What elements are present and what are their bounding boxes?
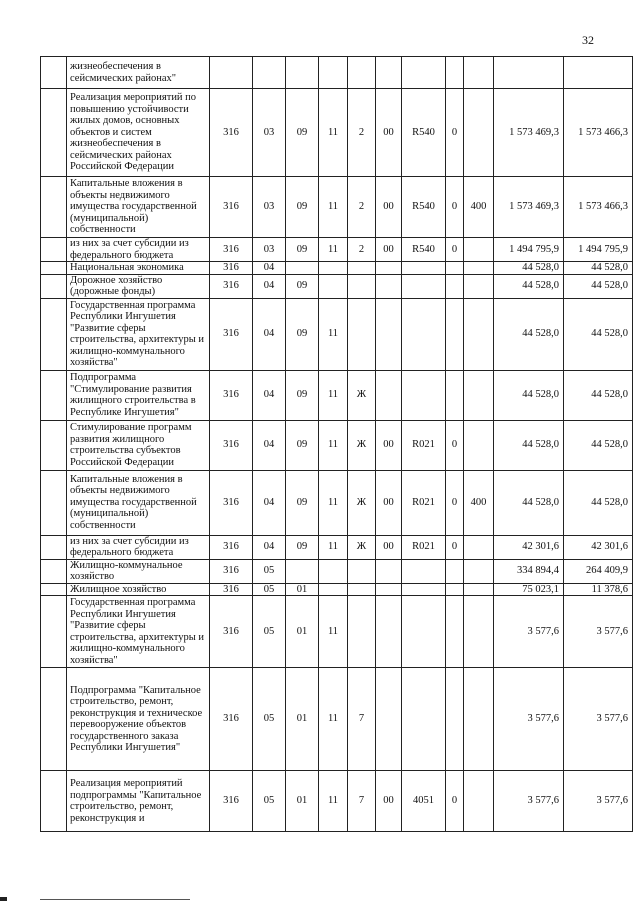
code-expense-type — [464, 420, 494, 470]
code-ministry: 316 — [210, 470, 253, 535]
code-section: 03 — [253, 238, 286, 262]
row-blank-cell — [41, 298, 67, 370]
table-row — [41, 420, 633, 470]
code-direction — [402, 274, 446, 298]
code-direction — [402, 668, 446, 771]
code-subprogram: 7 — [348, 668, 376, 771]
code-flag — [446, 596, 464, 668]
code-event — [376, 370, 402, 420]
code-expense-type — [464, 370, 494, 420]
code-section: 04 — [253, 370, 286, 420]
amount-2 — [564, 57, 633, 89]
row-blank-cell — [41, 559, 67, 583]
code-direction — [402, 370, 446, 420]
code-section: 04 — [253, 262, 286, 275]
row-blank-cell — [41, 771, 67, 832]
code-program — [319, 583, 348, 596]
code-subprogram — [348, 274, 376, 298]
row-blank-cell — [41, 177, 67, 238]
code-subprogram — [348, 298, 376, 370]
amount-2: 11 378,6 — [564, 583, 633, 596]
code-flag — [446, 559, 464, 583]
table-row — [41, 370, 633, 420]
amount-1: 3 577,6 — [494, 596, 564, 668]
code-ministry — [210, 57, 253, 89]
row-blank-cell — [41, 274, 67, 298]
amount-1: 3 577,6 — [494, 771, 564, 832]
code-subprogram: 2 — [348, 238, 376, 262]
code-event: 00 — [376, 177, 402, 238]
code-flag: 0 — [446, 177, 464, 238]
code-subsection: 09 — [286, 370, 319, 420]
amount-2: 44 528,0 — [564, 470, 633, 535]
row-blank-cell — [41, 583, 67, 596]
code-subprogram — [348, 559, 376, 583]
amount-1: 3 577,6 — [494, 668, 564, 771]
scan-mark — [0, 897, 7, 901]
code-flag: 0 — [446, 771, 464, 832]
row-name: из них за счет субсидии из федерального бюджета — [67, 238, 210, 262]
code-flag: 0 — [446, 89, 464, 177]
code-direction — [402, 596, 446, 668]
code-expense-type — [464, 535, 494, 559]
code-direction: R540 — [402, 177, 446, 238]
code-subprogram: 2 — [348, 89, 376, 177]
code-subprogram: Ж — [348, 470, 376, 535]
code-section: 05 — [253, 583, 286, 596]
code-program: 11 — [319, 771, 348, 832]
code-subsection: 09 — [286, 177, 319, 238]
code-direction — [402, 559, 446, 583]
code-section: 04 — [253, 274, 286, 298]
amount-2: 1 494 795,9 — [564, 238, 633, 262]
row-blank-cell — [41, 238, 67, 262]
code-expense-type — [464, 89, 494, 177]
row-blank-cell — [41, 57, 67, 89]
code-program: 11 — [319, 370, 348, 420]
row-name: жизнеобеспечения в сейсмических районах" — [67, 57, 210, 89]
code-event — [376, 668, 402, 771]
code-expense-type — [464, 583, 494, 596]
row-name: Реализация мероприятий подпрограммы "Капитальное строительство, ремонт, реконструкция и — [67, 771, 210, 832]
code-ministry: 316 — [210, 559, 253, 583]
page-number: 32 — [582, 33, 594, 47]
code-subsection — [286, 262, 319, 275]
code-direction: R021 — [402, 535, 446, 559]
amount-1: 44 528,0 — [494, 470, 564, 535]
amount-2: 44 528,0 — [564, 274, 633, 298]
code-ministry: 316 — [210, 668, 253, 771]
table-row — [41, 535, 633, 559]
code-ministry: 316 — [210, 298, 253, 370]
code-subprogram: 7 — [348, 771, 376, 832]
row-name: Жилищное хозяйство — [67, 583, 210, 596]
amount-2: 1 573 466,3 — [564, 89, 633, 177]
row-blank-cell — [41, 262, 67, 275]
code-subsection: 01 — [286, 668, 319, 771]
code-event: 00 — [376, 470, 402, 535]
code-subsection — [286, 57, 319, 89]
code-ministry: 316 — [210, 596, 253, 668]
code-direction — [402, 583, 446, 596]
row-name: Государственная программа Республики Ингушетия "Развитие сферы строительства, архитектуры и жилищно-коммунального хозяйства" — [67, 596, 210, 668]
code-direction: R540 — [402, 238, 446, 262]
code-section: 03 — [253, 177, 286, 238]
amount-1: 75 023,1 — [494, 583, 564, 596]
code-subprogram — [348, 57, 376, 89]
amount-1: 44 528,0 — [494, 274, 564, 298]
code-section: 05 — [253, 559, 286, 583]
table-row — [41, 470, 633, 535]
amount-2: 264 409,9 — [564, 559, 633, 583]
code-event — [376, 57, 402, 89]
scan-line — [40, 899, 190, 900]
code-subprogram: 2 — [348, 177, 376, 238]
code-section: 03 — [253, 89, 286, 177]
row-blank-cell — [41, 535, 67, 559]
code-program: 11 — [319, 298, 348, 370]
row-name: Стимулирование программ развития жилищного строительства субъектов Российской Федерации — [67, 420, 210, 470]
code-subsection: 09 — [286, 274, 319, 298]
code-flag — [446, 57, 464, 89]
code-program — [319, 262, 348, 275]
code-subsection: 09 — [286, 298, 319, 370]
amount-1: 44 528,0 — [494, 262, 564, 275]
amount-1 — [494, 57, 564, 89]
code-program — [319, 57, 348, 89]
code-direction: R021 — [402, 470, 446, 535]
table-row — [41, 298, 633, 370]
code-flag — [446, 274, 464, 298]
code-expense-type — [464, 57, 494, 89]
row-name: Национальная экономика — [67, 262, 210, 275]
amount-2: 44 528,0 — [564, 420, 633, 470]
code-event: 00 — [376, 238, 402, 262]
row-name: Подпрограмма "Капитальное строительство, ремонт, реконструкция и техническое перевооружение объектов государственного заказа Республики Ингушетия" — [67, 668, 210, 771]
code-expense-type: 400 — [464, 177, 494, 238]
code-event: 00 — [376, 771, 402, 832]
code-program: 11 — [319, 89, 348, 177]
code-subsection: 01 — [286, 596, 319, 668]
row-name: из них за счет субсидии из федерального бюджета — [67, 535, 210, 559]
code-expense-type — [464, 298, 494, 370]
code-direction — [402, 298, 446, 370]
amount-2: 42 301,6 — [564, 535, 633, 559]
row-name: Дорожное хозяйство (дорожные фонды) — [67, 274, 210, 298]
code-subsection: 09 — [286, 89, 319, 177]
code-subsection: 09 — [286, 238, 319, 262]
amount-2: 44 528,0 — [564, 262, 633, 275]
table-row — [41, 771, 633, 832]
amount-2: 1 573 466,3 — [564, 177, 633, 238]
code-program: 11 — [319, 238, 348, 262]
code-subprogram: Ж — [348, 370, 376, 420]
code-event: 00 — [376, 535, 402, 559]
code-section: 04 — [253, 470, 286, 535]
code-program: 11 — [319, 535, 348, 559]
table-row — [41, 89, 633, 177]
code-program — [319, 274, 348, 298]
code-flag — [446, 370, 464, 420]
code-subprogram: Ж — [348, 535, 376, 559]
code-section: 05 — [253, 771, 286, 832]
table-row — [41, 57, 633, 89]
code-subsection: 09 — [286, 470, 319, 535]
amount-1: 1 494 795,9 — [494, 238, 564, 262]
amount-2: 44 528,0 — [564, 298, 633, 370]
code-subsection: 01 — [286, 583, 319, 596]
row-name: Государственная программа Республики Ингушетия "Развитие сферы строительства, архитектуры и жилищно-коммунального хозяйства" — [67, 298, 210, 370]
amount-1: 44 528,0 — [494, 298, 564, 370]
table-row — [41, 238, 633, 262]
code-flag: 0 — [446, 238, 464, 262]
code-ministry: 316 — [210, 274, 253, 298]
code-subprogram — [348, 262, 376, 275]
code-ministry: 316 — [210, 583, 253, 596]
code-ministry: 316 — [210, 177, 253, 238]
code-flag — [446, 262, 464, 275]
code-expense-type — [464, 668, 494, 771]
code-expense-type — [464, 596, 494, 668]
code-event — [376, 583, 402, 596]
row-name: Капитальные вложения в объекты недвижимого имущества государственной (муниципальной) собственности — [67, 177, 210, 238]
code-event — [376, 262, 402, 275]
row-blank-cell — [41, 370, 67, 420]
amount-1: 1 573 469,3 — [494, 177, 564, 238]
amount-1: 1 573 469,3 — [494, 89, 564, 177]
code-program: 11 — [319, 177, 348, 238]
row-name: Капитальные вложения в объекты недвижимого имущества государственной (муниципальной) собственности — [67, 470, 210, 535]
code-subsection: 09 — [286, 420, 319, 470]
code-section: 05 — [253, 596, 286, 668]
row-blank-cell — [41, 420, 67, 470]
code-event — [376, 298, 402, 370]
code-flag — [446, 583, 464, 596]
code-flag: 0 — [446, 470, 464, 535]
row-blank-cell — [41, 668, 67, 771]
code-expense-type — [464, 559, 494, 583]
code-subprogram: Ж — [348, 420, 376, 470]
table-row — [41, 262, 633, 275]
row-name: Жилищно-коммунальное хозяйство — [67, 559, 210, 583]
code-section: 04 — [253, 535, 286, 559]
code-ministry: 316 — [210, 771, 253, 832]
code-subprogram — [348, 583, 376, 596]
amount-1: 42 301,6 — [494, 535, 564, 559]
code-direction — [402, 57, 446, 89]
code-expense-type — [464, 262, 494, 275]
code-event — [376, 274, 402, 298]
code-program: 11 — [319, 420, 348, 470]
code-event — [376, 559, 402, 583]
code-expense-type: 400 — [464, 470, 494, 535]
code-expense-type — [464, 238, 494, 262]
code-section: 05 — [253, 668, 286, 771]
code-direction: 4051 — [402, 771, 446, 832]
table-row — [41, 559, 633, 583]
code-event: 00 — [376, 89, 402, 177]
code-flag: 0 — [446, 420, 464, 470]
table-row — [41, 177, 633, 238]
code-direction — [402, 262, 446, 275]
code-ministry: 316 — [210, 535, 253, 559]
code-direction: R021 — [402, 420, 446, 470]
amount-1: 334 894,4 — [494, 559, 564, 583]
row-name: Реализация мероприятий по повышению устойчивости жилых домов, основных объектов и систем жизнеобеспечения в сейсмических районах Российской Федерации — [67, 89, 210, 177]
code-subsection: 09 — [286, 535, 319, 559]
table-row — [41, 596, 633, 668]
table-row — [41, 583, 633, 596]
amount-2: 3 577,6 — [564, 596, 633, 668]
code-flag — [446, 668, 464, 771]
row-blank-cell — [41, 89, 67, 177]
budget-table — [40, 56, 633, 832]
amount-1: 44 528,0 — [494, 370, 564, 420]
code-direction: R540 — [402, 89, 446, 177]
code-ministry: 316 — [210, 420, 253, 470]
code-program: 11 — [319, 668, 348, 771]
code-event — [376, 596, 402, 668]
row-blank-cell — [41, 470, 67, 535]
code-event: 00 — [376, 420, 402, 470]
code-ministry: 316 — [210, 238, 253, 262]
code-section: 04 — [253, 420, 286, 470]
code-expense-type — [464, 771, 494, 832]
code-program — [319, 559, 348, 583]
amount-2: 44 528,0 — [564, 370, 633, 420]
code-ministry: 316 — [210, 89, 253, 177]
code-subsection — [286, 559, 319, 583]
code-subsection: 01 — [286, 771, 319, 832]
row-blank-cell — [41, 596, 67, 668]
table-row — [41, 668, 633, 771]
code-ministry: 316 — [210, 370, 253, 420]
code-section — [253, 57, 286, 89]
code-expense-type — [464, 274, 494, 298]
code-flag — [446, 298, 464, 370]
code-ministry: 316 — [210, 262, 253, 275]
code-subprogram — [348, 596, 376, 668]
code-section: 04 — [253, 298, 286, 370]
row-name: Подпрограмма "Стимулирование развития жилищного строительства в Республике Ингушетия" — [67, 370, 210, 420]
table-row — [41, 274, 633, 298]
table-body — [41, 57, 633, 832]
code-program: 11 — [319, 596, 348, 668]
amount-2: 3 577,6 — [564, 771, 633, 832]
code-program: 11 — [319, 470, 348, 535]
code-flag: 0 — [446, 535, 464, 559]
amount-1: 44 528,0 — [494, 420, 564, 470]
amount-2: 3 577,6 — [564, 668, 633, 771]
